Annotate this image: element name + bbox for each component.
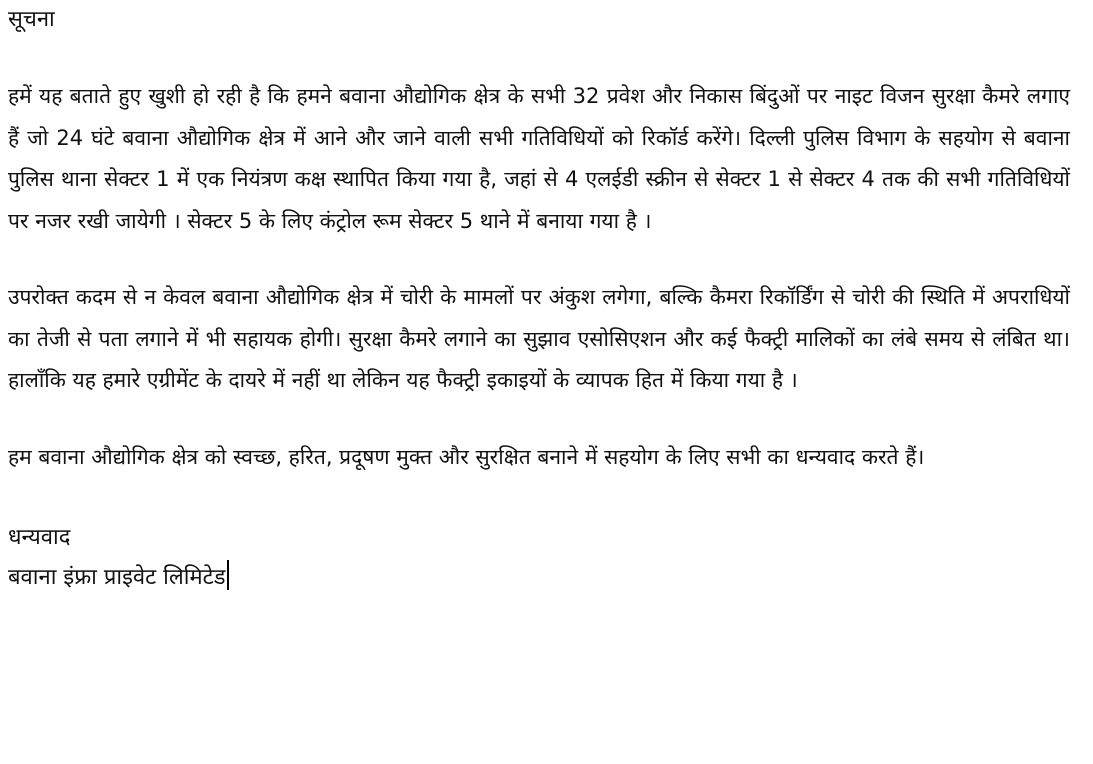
text-cursor [227, 560, 229, 590]
signature-line [8, 558, 1070, 598]
paragraph-benefits: उपरोक्त कदम से न केवल बवाना औद्योगिक क्षेत्र में चोरी के मामलों पर अंकुश लगेगा, बल्कि कैमरा रिकॉर्डिंग से चोरी की स्थिति में अपराधियों का तेजी से पता लगाने में भी सहायक होगी। सुरक्षा कैमरे लगाने का सुझाव एसोसिएशन और कई फैक्ट्री मालिकों का लंबे समय से लंबित था। हालाँकि यह हमारे एग्रीमेंट के दायरे में नहीं था लेकिन यह फैक्ट्री इकाइयों के व्यापक हित में किया गया है । [8, 285, 1070, 392]
closing-thanks: धन्यवाद [8, 525, 71, 550]
notice-heading: सूचना [8, 7, 55, 32]
paragraph-cameras: हमें यह बताते हुए खुशी हो रही है कि हमने बवाना औद्योगिक क्षेत्र के सभी 32 प्रवेश और निकास बिंदुओं पर नाइट विजन सुरक्षा कैमरे लगाए हैं जो 24 घंटे बवाना औद्योगिक क्षेत्र में आने और जाने वाली सभी गतिविधियों को रिकॉर्ड करेंगे। दिल्ली पुलिस विभाग के सहयोग से बवाना पुलिस थाना सेक्टर 1 में एक नियंत्रण कक्ष स्थापित किया गया है, जहां से 4 एलईडी स्क्रीन से सेक्टर 1 से सेक्टर 4 तक की सभी गतिविधियों पर नजर रखी जायेगी । सेक्टर 5 के लिए कंट्रोल रूम सेक्टर 5 थाने में बनाया गया है । [8, 84, 1070, 233]
company-signature: बवाना इंफ्रा प्राइवेट लिमिटेड [8, 565, 226, 590]
paragraph-thanks: हम बवाना औद्योगिक क्षेत्र को स्वच्छ, हरित, प्रदूषण मुक्त और सुरक्षित बनाने में सहयोग के लिए सभी का धन्यवाद करते हैं। [8, 444, 925, 469]
document-body[interactable] [8, 0, 1070, 598]
